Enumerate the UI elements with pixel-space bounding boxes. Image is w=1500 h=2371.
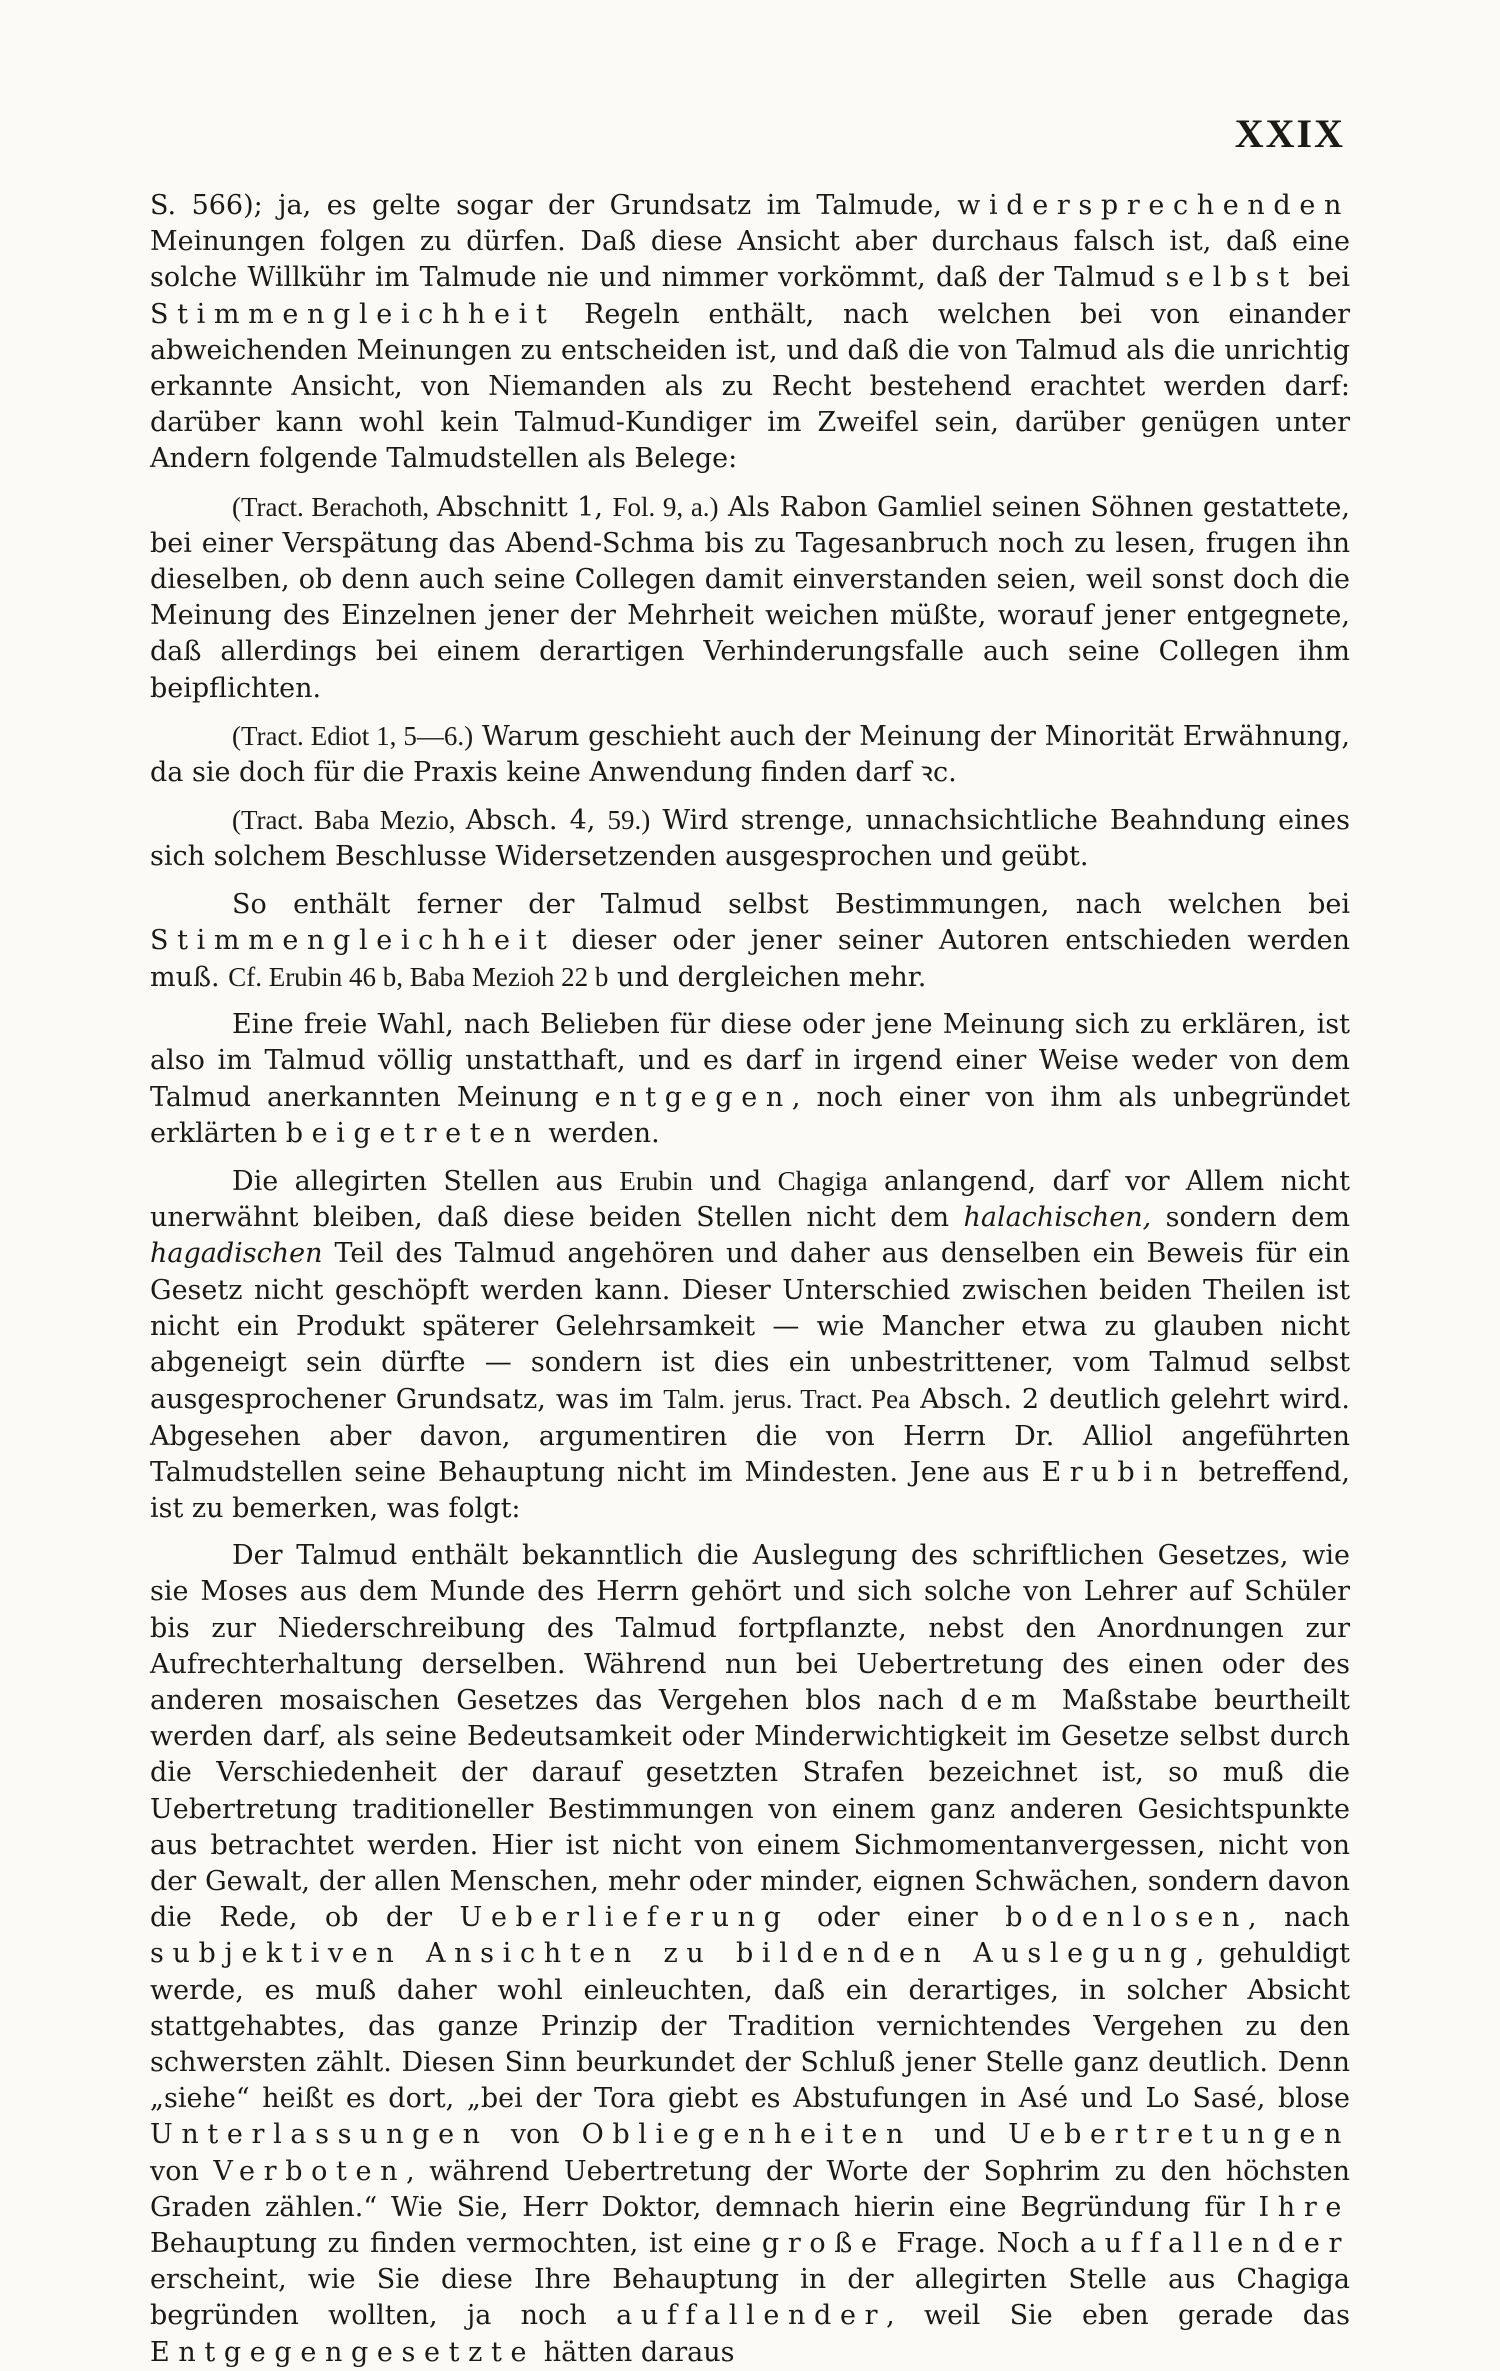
spaced-text: dem: [960, 1684, 1046, 1716]
paragraph-p2: [150, 489, 1350, 707]
text-run: und dergleichen mehr.: [608, 962, 927, 994]
spaced-text: Ihre: [1258, 2191, 1350, 2223]
spaced-text: große: [761, 2227, 886, 2259]
spaced-text: Uebertretungen: [1008, 2119, 1350, 2151]
latin-text: Fol. 9, a.): [612, 491, 719, 522]
text-run: und: [912, 2119, 1009, 2151]
latin-text: 59.): [607, 805, 651, 836]
text-run: Als Rabon Gamliel seinen Söhnen gestattete, bei einer Verspätung das Abend-Schma bis zu Tagesanbruch noch zu lesen, frugen ihn dieselben, ob denn auch seine Collegen damit einverstanden seien, weil sonst doch die Meinung des Einzelnen jener der Mehrheit weichen müßte, worauf jener entgegnete, daß allerdings bei einem derartigen Verhinderungsfalle auch seine Collegen ihm beipflichten.: [150, 491, 1350, 704]
text-run: Absch. 2 deutlich gelehrt wird. Abgesehen aber davon, argumentiren die von Herrn Dr. Alliol angeführten Talmudstellen seine Behauptung nicht im Mindesten. Jene aus: [150, 1384, 1351, 1488]
spaced-text: subjektiven Ansichten zu bildenden Auslegung: [150, 1938, 1196, 1970]
text-run: , nach: [1247, 1902, 1351, 1934]
text-run: Meinungen folgen zu dürfen. Daß diese Ansicht aber durchaus falsch ist, daß eine solche Willkühr im Talmude nie und nimmer vorkömmt, daß der Talmud: [150, 226, 1350, 294]
text-run: Behauptung zu finden vermochten, ist eine: [150, 2227, 762, 2259]
text-run: , noch einer von ihm als unbegründet erklärten: [150, 1081, 1350, 1149]
spaced-text: Stimmengleichheit: [150, 924, 556, 956]
italic-text: hagadischen: [150, 1238, 323, 1270]
text-run: Die allegirten Stellen aus: [232, 1166, 620, 1198]
text-run: , gehuldigt werde, es muß daher wohl einleuchten, daß ein derartiges, in solcher Absicht stattgehabtes, das ganze Prinzip der Tradition vernichtendes Vergehen zu den schwersten zählt. Diesen Sinn beurkundet der Schluß jener Stelle ganz deutlich. Denn „siehe“ heißt es dort, „bei der Tora giebt es Abstufungen in Asé und Lo Sasé, blose: [150, 1938, 1350, 2115]
text-run: bei: [1297, 262, 1350, 294]
text-run: Warum geschieht auch der Meinung der Minorität Erwähnung, da sie doch für die Praxis keine Anwendung finden darf ꝛc.: [150, 720, 1350, 789]
text-run: Abschnitt 1,: [436, 491, 613, 523]
text-run: Frage. Noch: [885, 2227, 1080, 2259]
text-run: Regeln enthält, nach welchen bei von einander abweichenden Meinungen zu entscheiden ist, und daß die von Talmud als die unrichtig erkannte Ansicht, von Niemanden als zu Recht bestehend erachtet werden darf: darüber kann wohl kein Talmud-Kundiger im Zweifel sein, darüber genügen unter Andern folgende Talmudstellen als Belege:: [150, 298, 1350, 475]
text-run: So enthält ferner der Talmud selbst Bestimmungen, nach welchen bei: [232, 888, 1350, 920]
body-text: [150, 188, 1350, 2371]
latin-text: (Tract. Ediot 1, 5—6.): [232, 720, 474, 751]
italic-text: halachischen,: [963, 1202, 1152, 1234]
spaced-text: Unterlassungen: [150, 2119, 489, 2151]
text-run: sondern dem: [1151, 1202, 1350, 1234]
latin-text: Chagiga: [777, 1166, 868, 1197]
text-run: dieser oder jener seiner Autoren entschieden werden muß.: [150, 924, 1350, 994]
spaced-text: Entgegengesetzte: [150, 2336, 536, 2368]
spaced-text: widersprechenden: [957, 190, 1350, 221]
paragraph-p1: [150, 188, 1350, 478]
spaced-text: selbst: [1165, 262, 1298, 294]
spaced-text: entgegen: [594, 1081, 792, 1113]
spaced-text: auffallender: [1079, 2227, 1350, 2259]
spaced-text: Erubin: [1041, 1456, 1187, 1488]
spaced-text: Verboten: [213, 2155, 407, 2187]
paragraph-p6: [150, 1007, 1350, 1152]
text-run: Teil des Talmud angehören und daher aus denselben ein Beweis für ein Gesetz nicht geschöpft werden kann. Dieser Unterschied zwischen beiden Theilen ist nicht ein Produkt späterer Gelehrsamkeit — wie Mancher etwa zu glauben nicht abgeneigt sein dürfte — sondern ist dies ein unbestrittener, vom Talmud selbst ausgesprochener Grundsatz, was im: [150, 1238, 1350, 1416]
text-run: von: [488, 2119, 582, 2151]
page-number: XXIX: [1234, 111, 1345, 156]
spaced-text: beigetreten: [285, 1117, 540, 1149]
text-run: Eine freie Wahl, nach Belieben für diese oder jene Meinung sich zu erklären, ist also im Talmud völlig unstatthaft, und es darf in irgend einer Weise weder von dem Talmud anerkannten Meinung: [150, 1009, 1350, 1113]
text-run: und: [692, 1166, 778, 1198]
latin-text: Cf. Erubin 46 b, Baba Mezioh 22 b: [228, 962, 609, 993]
paragraph-p5: [150, 887, 1350, 997]
text-run: Absch. 4,: [465, 805, 608, 837]
latin-text: (Tract. Baba Mezio,: [232, 805, 466, 836]
spaced-text: bodenlosen: [1005, 1902, 1248, 1934]
text-run: Wird strenge, unnachsichtliche Beahndung eines sich solchem Beschlusse Widersetzenden ausgesprochen und geübt.: [150, 805, 1350, 873]
text-run: Der Talmud enthält bekanntlich die Auslegung des schriftlichen Gesetzes, wie sie Moses aus dem Munde des Herrn gehört und sich solche von Lehrer auf Schüler bis zur Niederschreibung des Talmud fortpflanzte, nebst den Anordnungen zur Aufrechterhaltung derselben. Während nun bei Uebertretung des einen oder des anderen mosaischen Gesetzes das Vergehen blos nach: [150, 1540, 1350, 1716]
text-run: , während Uebertretung der Worte der Sophrim zu den höchsten Graden zählen.“ Wie Sie, Herr Doktor, demnach hierin eine Begründung für: [150, 2155, 1351, 2223]
spaced-text: Ueberlieferung: [459, 1902, 790, 1934]
latin-text: Erubin: [619, 1166, 693, 1197]
text-run: , weil Sie eben gerade das: [886, 2300, 1350, 2332]
text-run: werden.: [539, 1117, 660, 1149]
paragraph-p4: [150, 802, 1350, 875]
latin-text: (Tract. Berachoth,: [232, 491, 437, 522]
text-run: erscheint, wie Sie diese Ihre Behauptung in der allegirten Stelle aus Chagiga begründen wollten, ja noch: [150, 2264, 1350, 2332]
text-run: anlangend, darf vor Allem nicht unerwähnt bleiben, daß diese beiden Stellen nicht dem: [150, 1166, 1350, 1234]
text-run: betreffend, ist zu bemerken, was folgt:: [150, 1456, 1350, 1524]
text-run: hätten daraus: [535, 2336, 735, 2368]
spaced-text: Stimmengleichheit: [150, 298, 556, 330]
text-run: S. 566); ja, es gelte sogar der Grundsatz im Talmude,: [150, 190, 958, 221]
latin-text: Talm. jerus. Tract. Pea: [663, 1384, 911, 1415]
text-run: von: [150, 2155, 214, 2187]
text-run: oder einer: [789, 1902, 1006, 1934]
spaced-text: auffallender: [616, 2300, 887, 2332]
paragraph-p8: [150, 1538, 1350, 2371]
paragraph-p3: [150, 718, 1350, 791]
spaced-text: Obliegenheiten: [581, 2119, 913, 2151]
paragraph-p7: [150, 1163, 1350, 1527]
text-run: Maßstabe beurtheilt werden darf, als seine Bedeutsamkeit oder Minderwichtigkeit im Gesetze selbst durch die Verschiedenheit der darauf gesetzten Strafen bezeichnet ist, so muß die Uebertretung traditioneller Bestimmungen von einem ganz anderen Gesichtspunkte aus betrachtet werden. Hier ist nicht von einem Sichmomentanvergessen, nicht von der Gewalt, der allen Menschen, mehr oder minder, eignen Schwächen, sondern davon die Rede, ob der: [150, 1684, 1351, 1934]
